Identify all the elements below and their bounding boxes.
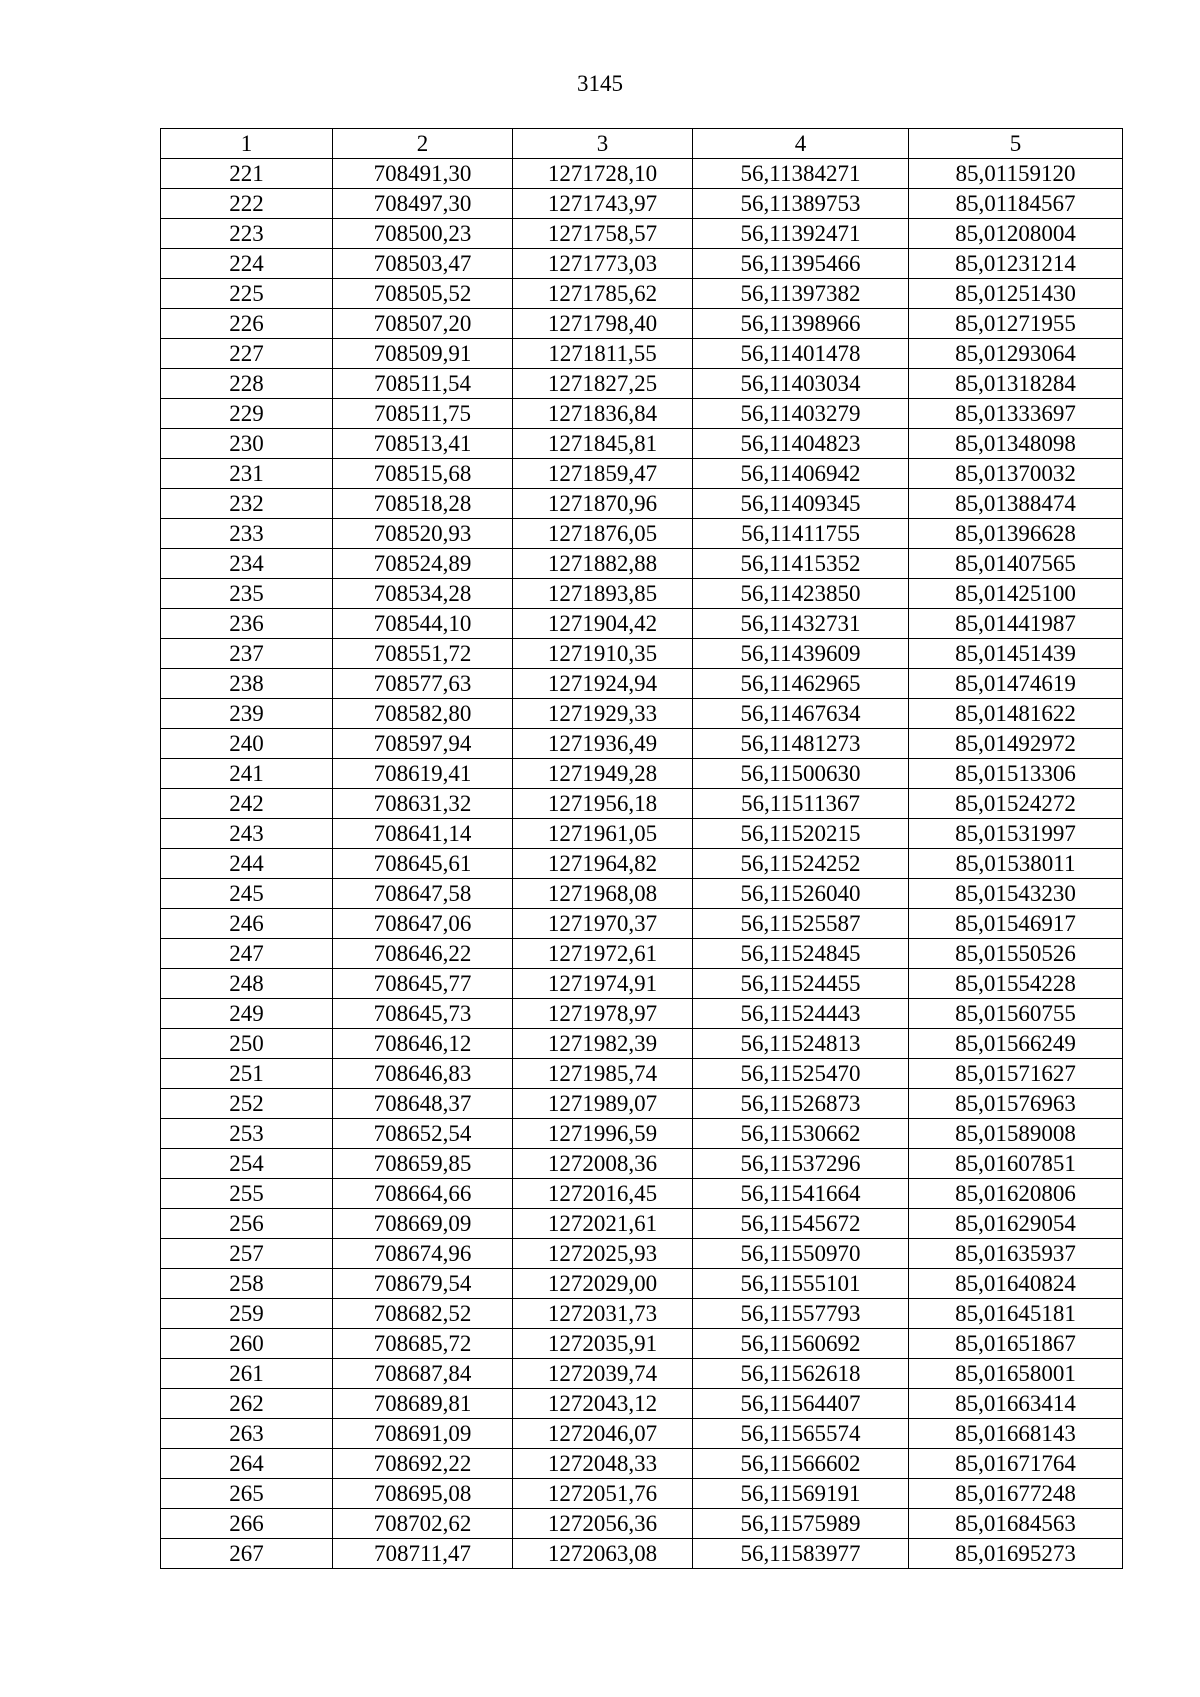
- table-row: [161, 1239, 1123, 1269]
- table-cell-col-2: 708645,73: [333, 999, 513, 1029]
- table-cell-col-5: 85,01645181: [909, 1299, 1123, 1329]
- header-cell-2: 2: [333, 129, 513, 159]
- table-row: [161, 489, 1123, 519]
- table-cell-col-5: 85,01318284: [909, 369, 1123, 399]
- table-cell-col-4: 56,11566602: [693, 1449, 909, 1479]
- table-cell-col-5: 85,01550526: [909, 939, 1123, 969]
- table-cell-col-1: 225: [161, 279, 333, 309]
- table-cell-col-5: 85,01513306: [909, 759, 1123, 789]
- table-cell-col-2: 708520,93: [333, 519, 513, 549]
- table-row: [161, 609, 1123, 639]
- table-cell-col-4: 56,11526873: [693, 1089, 909, 1119]
- table-cell-col-3: 1271929,33: [513, 699, 693, 729]
- table-row: [161, 1089, 1123, 1119]
- table-cell-col-4: 56,11423850: [693, 579, 909, 609]
- table-cell-col-4: 56,11562618: [693, 1359, 909, 1389]
- table-cell-col-3: 1271870,96: [513, 489, 693, 519]
- table-row: [161, 1269, 1123, 1299]
- table-row: [161, 1419, 1123, 1449]
- table-cell-col-2: 708691,09: [333, 1419, 513, 1449]
- table-cell-col-5: 85,01492972: [909, 729, 1123, 759]
- table-cell-col-5: 85,01629054: [909, 1209, 1123, 1239]
- table-cell-col-2: 708646,83: [333, 1059, 513, 1089]
- table-cell-col-4: 56,11467634: [693, 699, 909, 729]
- table-cell-col-5: 85,01425100: [909, 579, 1123, 609]
- header-cell-1: 1: [161, 129, 333, 159]
- table-cell-col-4: 56,11398966: [693, 309, 909, 339]
- table-cell-col-1: 267: [161, 1539, 333, 1569]
- table-cell-col-3: 1271985,74: [513, 1059, 693, 1089]
- table-cell-col-5: 85,01451439: [909, 639, 1123, 669]
- table-cell-col-4: 56,11403034: [693, 369, 909, 399]
- table-cell-col-5: 85,01554228: [909, 969, 1123, 999]
- table-cell-col-2: 708551,72: [333, 639, 513, 669]
- table-cell-col-4: 56,11541664: [693, 1179, 909, 1209]
- table-cell-col-5: 85,01231214: [909, 249, 1123, 279]
- table-cell-col-4: 56,11432731: [693, 609, 909, 639]
- table-header: [161, 129, 1123, 159]
- table-cell-col-4: 56,11500630: [693, 759, 909, 789]
- table-row: [161, 639, 1123, 669]
- table-cell-col-3: 1271974,91: [513, 969, 693, 999]
- table-cell-col-2: 708692,22: [333, 1449, 513, 1479]
- table-cell-col-5: 85,01663414: [909, 1389, 1123, 1419]
- table-cell-col-5: 85,01589008: [909, 1119, 1123, 1149]
- table-cell-col-3: 1272035,91: [513, 1329, 693, 1359]
- table-row: [161, 1329, 1123, 1359]
- table-row: [161, 1119, 1123, 1149]
- table-cell-col-3: 1272056,36: [513, 1509, 693, 1539]
- table-cell-col-1: 261: [161, 1359, 333, 1389]
- table-cell-col-3: 1271798,40: [513, 309, 693, 339]
- table-cell-col-1: 245: [161, 879, 333, 909]
- table-row: [161, 519, 1123, 549]
- table-cell-col-1: 243: [161, 819, 333, 849]
- table-cell-col-4: 56,11555101: [693, 1269, 909, 1299]
- table-cell-col-3: 1272025,93: [513, 1239, 693, 1269]
- table-cell-col-5: 85,01671764: [909, 1449, 1123, 1479]
- table-cell-col-1: 234: [161, 549, 333, 579]
- table-cell-col-5: 85,01159120: [909, 159, 1123, 189]
- table-row: [161, 279, 1123, 309]
- table-cell-col-5: 85,01348098: [909, 429, 1123, 459]
- table-cell-col-3: 1272048,33: [513, 1449, 693, 1479]
- table-row: [161, 1299, 1123, 1329]
- table-cell-col-3: 1272039,74: [513, 1359, 693, 1389]
- table-row: [161, 309, 1123, 339]
- table-cell-col-1: 238: [161, 669, 333, 699]
- table-cell-col-4: 56,11462965: [693, 669, 909, 699]
- table-cell-col-1: 247: [161, 939, 333, 969]
- table-cell-col-1: 258: [161, 1269, 333, 1299]
- table-row: [161, 369, 1123, 399]
- table-cell-col-5: 85,01658001: [909, 1359, 1123, 1389]
- table-cell-col-4: 56,11401478: [693, 339, 909, 369]
- table-cell-col-4: 56,11409345: [693, 489, 909, 519]
- table-cell-col-1: 254: [161, 1149, 333, 1179]
- table-cell-col-3: 1271970,37: [513, 909, 693, 939]
- table-row: [161, 819, 1123, 849]
- table-cell-col-2: 708518,28: [333, 489, 513, 519]
- table-cell-col-2: 708577,63: [333, 669, 513, 699]
- table-cell-col-4: 56,11524252: [693, 849, 909, 879]
- table-row: [161, 399, 1123, 429]
- table-cell-col-3: 1272046,07: [513, 1419, 693, 1449]
- table-row: [161, 1149, 1123, 1179]
- table-cell-col-4: 56,11575989: [693, 1509, 909, 1539]
- table-row: [161, 909, 1123, 939]
- table-cell-col-1: 226: [161, 309, 333, 339]
- table-cell-col-1: 249: [161, 999, 333, 1029]
- table-cell-col-1: 236: [161, 609, 333, 639]
- table-cell-col-1: 265: [161, 1479, 333, 1509]
- table-cell-col-5: 85,01607851: [909, 1149, 1123, 1179]
- table-cell-col-3: 1271893,85: [513, 579, 693, 609]
- table-cell-col-1: 224: [161, 249, 333, 279]
- table-cell-col-3: 1271924,94: [513, 669, 693, 699]
- table-cell-col-3: 1271743,97: [513, 189, 693, 219]
- table-cell-col-3: 1271876,05: [513, 519, 693, 549]
- table-cell-col-2: 708534,28: [333, 579, 513, 609]
- table-cell-col-3: 1271845,81: [513, 429, 693, 459]
- table-cell-col-5: 85,01640824: [909, 1269, 1123, 1299]
- table-cell-col-2: 708507,20: [333, 309, 513, 339]
- table-cell-col-4: 56,11524845: [693, 939, 909, 969]
- table-cell-col-2: 708524,89: [333, 549, 513, 579]
- table-cell-col-2: 708648,37: [333, 1089, 513, 1119]
- table-cell-col-1: 262: [161, 1389, 333, 1419]
- table-cell-col-4: 56,11415352: [693, 549, 909, 579]
- table-row: [161, 1179, 1123, 1209]
- table-cell-col-1: 233: [161, 519, 333, 549]
- table-cell-col-5: 85,01566249: [909, 1029, 1123, 1059]
- table-cell-col-2: 708682,52: [333, 1299, 513, 1329]
- table-cell-col-3: 1272043,12: [513, 1389, 693, 1419]
- table-row: [161, 969, 1123, 999]
- table-row: [161, 249, 1123, 279]
- table-cell-col-5: 85,01184567: [909, 189, 1123, 219]
- table-cell-col-2: 708711,47: [333, 1539, 513, 1569]
- table-cell-col-5: 85,01388474: [909, 489, 1123, 519]
- table-cell-col-2: 708497,30: [333, 189, 513, 219]
- header-cell-5: 5: [909, 129, 1123, 159]
- table-body: [161, 159, 1123, 1569]
- table-cell-col-5: 85,01271955: [909, 309, 1123, 339]
- table-cell-col-2: 708511,54: [333, 369, 513, 399]
- table-cell-col-1: 260: [161, 1329, 333, 1359]
- table-cell-col-1: 241: [161, 759, 333, 789]
- table-cell-col-2: 708652,54: [333, 1119, 513, 1149]
- table-cell-col-4: 56,11545672: [693, 1209, 909, 1239]
- table-row: [161, 459, 1123, 489]
- table-cell-col-3: 1271728,10: [513, 159, 693, 189]
- table-cell-col-2: 708664,66: [333, 1179, 513, 1209]
- table-cell-col-3: 1271996,59: [513, 1119, 693, 1149]
- table-cell-col-4: 56,11411755: [693, 519, 909, 549]
- table-cell-col-3: 1272031,73: [513, 1299, 693, 1329]
- table-cell-col-1: 250: [161, 1029, 333, 1059]
- table-cell-col-3: 1271949,28: [513, 759, 693, 789]
- table-row: [161, 1389, 1123, 1419]
- table-cell-col-2: 708500,23: [333, 219, 513, 249]
- table-cell-col-4: 56,11569191: [693, 1479, 909, 1509]
- table-cell-col-3: 1271961,05: [513, 819, 693, 849]
- table-cell-col-3: 1271811,55: [513, 339, 693, 369]
- header-row: [161, 129, 1123, 159]
- table-cell-col-4: 56,11530662: [693, 1119, 909, 1149]
- table-cell-col-2: 708646,12: [333, 1029, 513, 1059]
- table-cell-col-4: 56,11550970: [693, 1239, 909, 1269]
- table-cell-col-3: 1271785,62: [513, 279, 693, 309]
- table-cell-col-5: 85,01620806: [909, 1179, 1123, 1209]
- table-cell-col-2: 708647,06: [333, 909, 513, 939]
- table-cell-col-2: 708679,54: [333, 1269, 513, 1299]
- table-cell-col-2: 708669,09: [333, 1209, 513, 1239]
- table-cell-col-2: 708647,58: [333, 879, 513, 909]
- table-row: [161, 849, 1123, 879]
- table-cell-col-5: 85,01677248: [909, 1479, 1123, 1509]
- table-cell-col-4: 56,11481273: [693, 729, 909, 759]
- table-cell-col-4: 56,11537296: [693, 1149, 909, 1179]
- table-cell-col-2: 708515,68: [333, 459, 513, 489]
- table-cell-col-3: 1271982,39: [513, 1029, 693, 1059]
- table-row: [161, 939, 1123, 969]
- table-cell-col-3: 1271859,47: [513, 459, 693, 489]
- table-cell-col-5: 85,01531997: [909, 819, 1123, 849]
- table-cell-col-4: 56,11384271: [693, 159, 909, 189]
- table-row: [161, 1359, 1123, 1389]
- table-cell-col-2: 708645,61: [333, 849, 513, 879]
- table-cell-col-5: 85,01396628: [909, 519, 1123, 549]
- table-cell-col-2: 708503,47: [333, 249, 513, 279]
- table-cell-col-4: 56,11524443: [693, 999, 909, 1029]
- table-cell-col-2: 708645,77: [333, 969, 513, 999]
- table-cell-col-3: 1272051,76: [513, 1479, 693, 1509]
- table-cell-col-2: 708582,80: [333, 699, 513, 729]
- table-cell-col-4: 56,11389753: [693, 189, 909, 219]
- table-cell-col-1: 237: [161, 639, 333, 669]
- table-cell-col-5: 85,01293064: [909, 339, 1123, 369]
- table-cell-col-1: 259: [161, 1299, 333, 1329]
- table-cell-col-4: 56,11565574: [693, 1419, 909, 1449]
- table-row: [161, 759, 1123, 789]
- table-cell-col-1: 240: [161, 729, 333, 759]
- table-cell-col-4: 56,11560692: [693, 1329, 909, 1359]
- table-cell-col-2: 708674,96: [333, 1239, 513, 1269]
- table-cell-col-5: 85,01441987: [909, 609, 1123, 639]
- table-cell-col-1: 223: [161, 219, 333, 249]
- table-row: [161, 699, 1123, 729]
- table-cell-col-1: 231: [161, 459, 333, 489]
- table-cell-col-2: 708619,41: [333, 759, 513, 789]
- table-cell-col-3: 1271964,82: [513, 849, 693, 879]
- table-cell-col-1: 230: [161, 429, 333, 459]
- coordinates-table: [160, 128, 1123, 1569]
- table-cell-col-1: 252: [161, 1089, 333, 1119]
- table-cell-col-1: 239: [161, 699, 333, 729]
- table-cell-col-3: 1272029,00: [513, 1269, 693, 1299]
- table-cell-col-5: 85,01651867: [909, 1329, 1123, 1359]
- table-cell-col-5: 85,01571627: [909, 1059, 1123, 1089]
- table-cell-col-1: 232: [161, 489, 333, 519]
- table-cell-col-4: 56,11524813: [693, 1029, 909, 1059]
- table-cell-col-5: 85,01668143: [909, 1419, 1123, 1449]
- table-row: [161, 1539, 1123, 1569]
- table-cell-col-2: 708511,75: [333, 399, 513, 429]
- table-cell-col-4: 56,11511367: [693, 789, 909, 819]
- table-cell-col-2: 708687,84: [333, 1359, 513, 1389]
- page-number: 3145: [577, 71, 623, 96]
- table-cell-col-1: 255: [161, 1179, 333, 1209]
- table-row: [161, 189, 1123, 219]
- table-cell-col-5: 85,01407565: [909, 549, 1123, 579]
- table-row: [161, 1509, 1123, 1539]
- table-cell-col-5: 85,01695273: [909, 1539, 1123, 1569]
- table-cell-col-3: 1271904,42: [513, 609, 693, 639]
- table-cell-col-1: 235: [161, 579, 333, 609]
- table-cell-col-1: 251: [161, 1059, 333, 1089]
- table-row: [161, 549, 1123, 579]
- table-cell-col-5: 85,01538011: [909, 849, 1123, 879]
- table-cell-col-2: 708491,30: [333, 159, 513, 189]
- table-cell-col-3: 1271773,03: [513, 249, 693, 279]
- table-cell-col-5: 85,01333697: [909, 399, 1123, 429]
- table-cell-col-1: 248: [161, 969, 333, 999]
- table-cell-col-5: 85,01208004: [909, 219, 1123, 249]
- table-cell-col-2: 708702,62: [333, 1509, 513, 1539]
- table-cell-col-5: 85,01543230: [909, 879, 1123, 909]
- table-cell-col-3: 1272016,45: [513, 1179, 693, 1209]
- table-cell-col-4: 56,11395466: [693, 249, 909, 279]
- table-cell-col-1: 263: [161, 1419, 333, 1449]
- table-cell-col-3: 1271827,25: [513, 369, 693, 399]
- table-cell-col-2: 708544,10: [333, 609, 513, 639]
- table-cell-col-2: 708509,91: [333, 339, 513, 369]
- table-cell-col-3: 1271882,88: [513, 549, 693, 579]
- table-cell-col-4: 56,11520215: [693, 819, 909, 849]
- table-row: [161, 579, 1123, 609]
- table-cell-col-3: 1272008,36: [513, 1149, 693, 1179]
- table-row: [161, 429, 1123, 459]
- table-row: [161, 999, 1123, 1029]
- table-cell-col-4: 56,11526040: [693, 879, 909, 909]
- table-cell-col-1: 244: [161, 849, 333, 879]
- table-cell-col-4: 56,11397382: [693, 279, 909, 309]
- table-cell-col-1: 264: [161, 1449, 333, 1479]
- table-cell-col-1: 228: [161, 369, 333, 399]
- table-cell-col-4: 56,11524455: [693, 969, 909, 999]
- table-cell-col-3: 1271968,08: [513, 879, 693, 909]
- table-cell-col-4: 56,11564407: [693, 1389, 909, 1419]
- table-cell-col-1: 227: [161, 339, 333, 369]
- table-cell-col-1: 242: [161, 789, 333, 819]
- table-cell-col-1: 257: [161, 1239, 333, 1269]
- table-row: [161, 789, 1123, 819]
- header-cell-4: 4: [693, 129, 909, 159]
- table-cell-col-5: 85,01546917: [909, 909, 1123, 939]
- table-cell-col-3: 1271758,57: [513, 219, 693, 249]
- table-cell-col-2: 708695,08: [333, 1479, 513, 1509]
- table-row: [161, 879, 1123, 909]
- table-cell-col-5: 85,01635937: [909, 1239, 1123, 1269]
- table-cell-col-2: 708597,94: [333, 729, 513, 759]
- table-cell-col-4: 56,11439609: [693, 639, 909, 669]
- table-cell-col-3: 1271989,07: [513, 1089, 693, 1119]
- table-cell-col-1: 246: [161, 909, 333, 939]
- table-cell-col-5: 85,01524272: [909, 789, 1123, 819]
- table-cell-col-1: 221: [161, 159, 333, 189]
- table-cell-col-2: 708631,32: [333, 789, 513, 819]
- table-row: [161, 1479, 1123, 1509]
- table-cell-col-5: 85,01370032: [909, 459, 1123, 489]
- table-row: [161, 1029, 1123, 1059]
- table-cell-col-2: 708659,85: [333, 1149, 513, 1179]
- table-cell-col-4: 56,11525587: [693, 909, 909, 939]
- table-cell-col-3: 1271978,97: [513, 999, 693, 1029]
- table-cell-col-4: 56,11557793: [693, 1299, 909, 1329]
- table-cell-col-5: 85,01251430: [909, 279, 1123, 309]
- table-cell-col-2: 708685,72: [333, 1329, 513, 1359]
- table-cell-col-3: 1272063,08: [513, 1539, 693, 1569]
- table-cell-col-2: 708513,41: [333, 429, 513, 459]
- table-cell-col-3: 1271910,35: [513, 639, 693, 669]
- table-cell-col-3: 1271956,18: [513, 789, 693, 819]
- table-row: [161, 1449, 1123, 1479]
- table-row: [161, 339, 1123, 369]
- table-cell-col-1: 256: [161, 1209, 333, 1239]
- header-cell-3: 3: [513, 129, 693, 159]
- table-cell-col-3: 1271836,84: [513, 399, 693, 429]
- table-cell-col-4: 56,11525470: [693, 1059, 909, 1089]
- table-cell-col-4: 56,11406942: [693, 459, 909, 489]
- table-cell-col-5: 85,01684563: [909, 1509, 1123, 1539]
- table-cell-col-4: 56,11583977: [693, 1539, 909, 1569]
- table-cell-col-4: 56,11404823: [693, 429, 909, 459]
- table-cell-col-5: 85,01481622: [909, 699, 1123, 729]
- table-row: [161, 669, 1123, 699]
- table-cell-col-5: 85,01576963: [909, 1089, 1123, 1119]
- table-cell-col-1: 222: [161, 189, 333, 219]
- table-cell-col-1: 266: [161, 1509, 333, 1539]
- table-row: [161, 1209, 1123, 1239]
- table-cell-col-1: 229: [161, 399, 333, 429]
- table-cell-col-3: 1271936,49: [513, 729, 693, 759]
- table-cell-col-2: 708505,52: [333, 279, 513, 309]
- table-row: [161, 1059, 1123, 1089]
- table-row: [161, 729, 1123, 759]
- table-cell-col-2: 708646,22: [333, 939, 513, 969]
- table-cell-col-1: 253: [161, 1119, 333, 1149]
- table-cell-col-2: 708641,14: [333, 819, 513, 849]
- table-cell-col-5: 85,01560755: [909, 999, 1123, 1029]
- table-cell-col-3: 1271972,61: [513, 939, 693, 969]
- table-cell-col-2: 708689,81: [333, 1389, 513, 1419]
- table-cell-col-4: 56,11403279: [693, 399, 909, 429]
- table-cell-col-4: 56,11392471: [693, 219, 909, 249]
- table-row: [161, 159, 1123, 189]
- table-row: [161, 219, 1123, 249]
- table-cell-col-3: 1272021,61: [513, 1209, 693, 1239]
- table-cell-col-5: 85,01474619: [909, 669, 1123, 699]
